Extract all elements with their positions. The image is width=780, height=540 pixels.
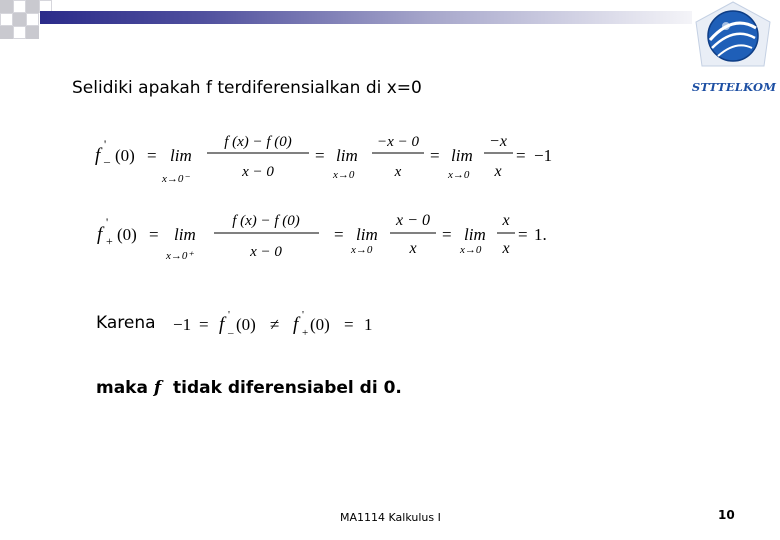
conclusion-prefix: maka	[96, 378, 154, 398]
fraction-denominator: x − 0	[242, 164, 274, 180]
equals-sign: =	[516, 146, 526, 165]
plus-subscript: +	[106, 234, 113, 248]
lim-operator: lim	[174, 225, 196, 244]
equals-sign: =	[344, 315, 354, 334]
f-symbol: f	[219, 314, 225, 335]
equals-sign: =	[442, 225, 452, 244]
fraction-denominator: x	[394, 164, 402, 180]
equals-sign: =	[147, 146, 157, 165]
lim-subscript: x→0	[351, 244, 373, 256]
lim-operator: lim	[170, 146, 192, 165]
zero-argument: (0)	[117, 225, 137, 244]
result-value: 1.	[534, 225, 547, 244]
fraction-numerator: x − 0	[396, 212, 430, 229]
f-symbol: f	[97, 224, 103, 245]
not-equal-sign: ≠	[270, 315, 280, 334]
equals-sign: =	[149, 225, 159, 244]
slide-title: Selidiki apakah f terdiferensialkan di x=0	[72, 78, 422, 98]
lim-operator: lim	[451, 146, 473, 165]
karena-label: Karena	[96, 313, 156, 333]
left-value: −1	[173, 315, 192, 334]
lim-subscript: x→0	[448, 169, 470, 181]
lim-subscript: x→0⁻	[162, 173, 190, 185]
f-symbol: f	[95, 145, 101, 166]
prime-mark: '	[104, 137, 107, 151]
lim-operator: lim	[356, 225, 378, 244]
equals-sign: =	[199, 315, 209, 334]
prime-mark: '	[302, 309, 304, 321]
zero-argument: (0)	[115, 146, 135, 165]
right-derivative-equation	[97, 212, 547, 262]
lim-operator: lim	[336, 146, 358, 165]
page-number: 10	[718, 508, 735, 522]
fraction-numerator: −x − 0	[377, 134, 419, 150]
fraction-numerator: f (x) − f (0)	[224, 134, 292, 150]
karena-inequality	[173, 309, 373, 339]
fraction-denominator: x	[502, 240, 510, 257]
f-symbol: f	[293, 314, 299, 335]
equals-sign: =	[315, 146, 325, 165]
course-footer: MA1114 Kalkulus I	[340, 511, 441, 524]
conclusion-text	[96, 378, 402, 398]
fraction-denominator: x	[494, 163, 502, 180]
result-value: −1	[534, 146, 553, 165]
equals-sign: =	[518, 225, 528, 244]
lim-subscript: x→0⁺	[166, 250, 194, 262]
equals-sign: =	[334, 225, 344, 244]
logo-text: STTTELKOM	[691, 80, 777, 94]
lim-operator: lim	[464, 225, 486, 244]
minus-subscript: –	[104, 154, 110, 168]
conclusion-f-variable: f	[153, 378, 162, 398]
right-value: 1	[364, 315, 373, 334]
fraction-numerator: −x	[489, 133, 507, 150]
zero-argument: (0)	[236, 315, 256, 334]
minus-subscript: –	[228, 327, 234, 339]
equals-sign: =	[430, 146, 440, 165]
plus-subscript: +	[302, 327, 309, 339]
fraction-numerator: x	[502, 212, 510, 229]
fraction-denominator: x − 0	[250, 244, 282, 260]
lim-subscript: x→0	[333, 169, 355, 181]
prime-mark: '	[106, 215, 109, 229]
left-derivative-equation	[95, 133, 552, 185]
prime-mark: '	[228, 309, 230, 321]
conclusion-suffix: tidak diferensiabel di 0.	[161, 378, 402, 398]
zero-argument: (0)	[310, 315, 330, 334]
lim-subscript: x→0	[460, 244, 482, 256]
fraction-denominator: x	[409, 240, 417, 257]
fraction-numerator: f (x) − f (0)	[232, 213, 300, 229]
